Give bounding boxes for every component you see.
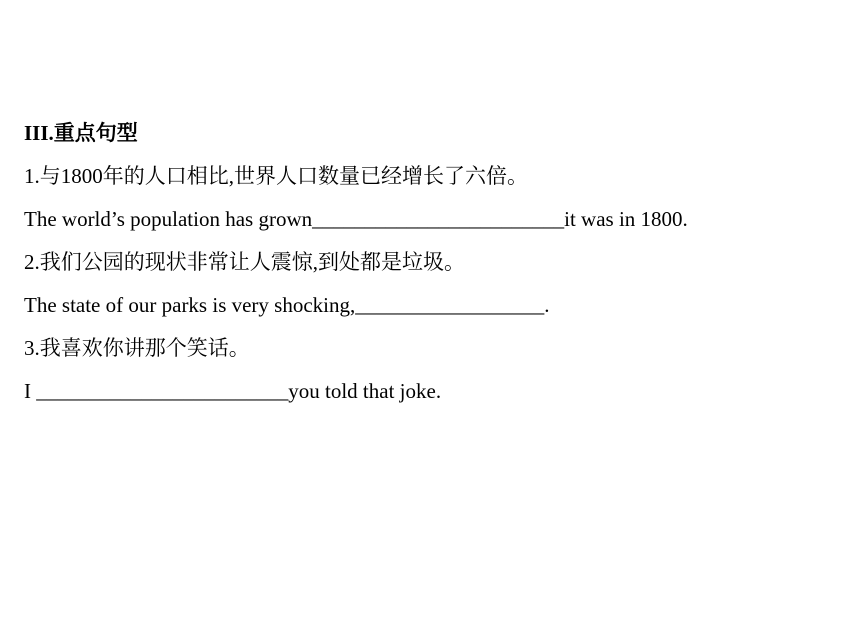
section-heading: III.重点句型 [24,121,138,145]
item-2-english-after: . [544,293,550,317]
item-1-english [24,204,688,234]
item-2-chinese: 2.我们公园的现状非常让人震惊,到处都是垃圾。 [24,250,465,274]
item-1-english-after: it was in 1800. [564,207,688,231]
item-1-english-before: The world’s population has grown [24,207,313,231]
item-3-english [24,376,441,406]
item-1-chinese: 1.与1800年的人口相比,世界人口数量已经增长了六倍。 [24,164,528,188]
item-2-english-before: The state of our parks is very shocking, [24,293,356,317]
item-2-english [24,290,550,320]
item-3-answer-blank: ________________________ [36,379,289,403]
item-3-english-before: I [24,379,37,403]
item-3-english-after: you told that joke. [288,379,442,403]
item-2-answer-blank: __________________ [355,293,545,317]
item-3-chinese: 3.我喜欢你讲那个笑话。 [24,336,250,360]
item-1-answer-blank: ________________________ [312,207,565,231]
